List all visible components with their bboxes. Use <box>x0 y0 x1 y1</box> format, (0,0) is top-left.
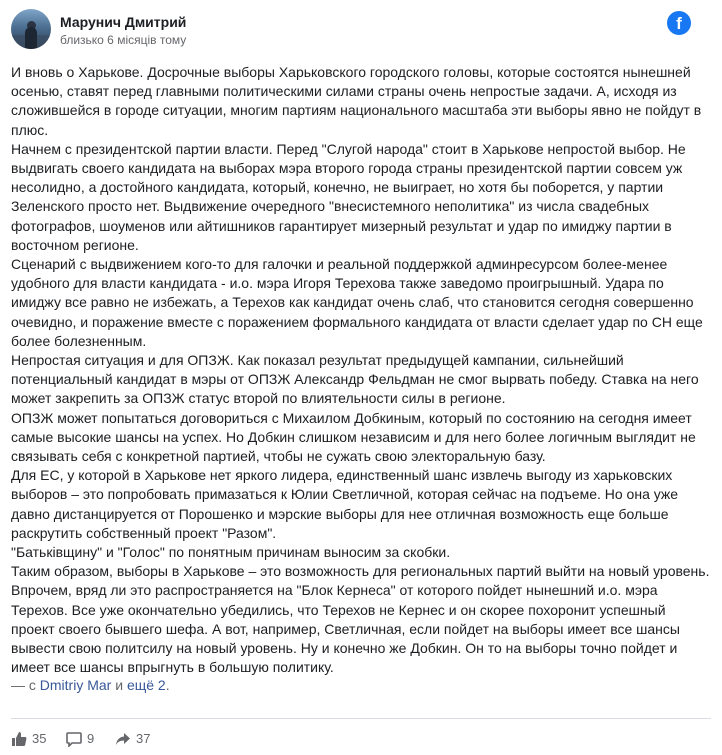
tagged-others-link[interactable]: ещё 2 <box>126 677 166 693</box>
shares-count: 37 <box>136 731 151 746</box>
tagged-suffix: . <box>165 677 170 693</box>
facebook-logo-icon[interactable] <box>667 11 691 35</box>
post-paragraph: И вновь о Харькове. Досрочные выборы Харьковского городского головы, которые состоятся нынешней осенью, ставят перед главными политическими силами страны очень непростые задачи. А, исходя из сложившейся в городе ситуации, многим партиям национального масштаба эти выборы явно не пойдут в плюс. <box>11 64 702 138</box>
share-icon <box>115 731 131 747</box>
post-paragraph: ОПЗЖ может попытаться договориться с Михаилом Добкиным, который по состоянию на сегодня имеет самые высокие шансы на успех. Но Добкин слишком независим и для него более логичным выглядит не связывать себя с конкретной партией, чтобы не сужать свою электоральную базу. <box>11 409 696 465</box>
post-header <box>11 9 711 49</box>
author-name[interactable]: Марунич Дмитрий <box>60 14 187 30</box>
likes-count: 35 <box>32 731 47 746</box>
post-paragraph: Непростая ситуация и для ОПЗЖ. Как показал результат предыдущей кампании, сильнейший потенциальный кандидат в мэры от ОПЗЖ Александр Фельдман не смог вырвать победу. Ставка на него может закрепить за ОПЗЖ статус второй по влиятельности силы в регионе. <box>11 352 699 407</box>
like-icon <box>11 731 27 747</box>
post-paragraph: Для ЕС, у которой в Харькове нет яркого лидера, единственный шанс извлечь выгоду из харьковских выборов – это попробовать примазаться к Юлии Светличной, которая сейчас на подъеме. Но она уже давно дистанцируется от Порошенко и мэрские выборы для нее отличная возможность еще больше раскрутить собственный проект "Разом". <box>11 467 679 541</box>
comment-icon <box>66 731 82 747</box>
post-timestamp[interactable]: близько 6 місяців тому <box>60 33 187 47</box>
tagged-prefix: — с <box>11 677 36 693</box>
post-paragraph: "Батьківщину" и "Голос" по понятным причинам выносим за скобки. <box>11 544 451 561</box>
facebook-logo-letter: f <box>676 14 682 33</box>
post-paragraph: Таким образом, выборы в Харькове – это возможность для региональных партий выйти на новый уровень. Впрочем, вряд ли это распространяется на "Блок Кернеса" от которого пойдет нынешний и.о. мэра Терехов. Все уже окончательно убедились, что Терехов не Кернес и он скорее похоронит успешный проект своего бывшего шефа. А вот, например, Светличная, если пойдет на выборы имеет все шансы вывести свою политсилу на новый уровень. Ну и конечно же Добкин. Он то на выборы точно пойдет и имеет все шансы впрыгнуть в большую политику. <box>11 563 710 676</box>
tagged-conjunction: и <box>115 677 124 693</box>
post-body <box>11 63 711 678</box>
tagged-person-link[interactable]: Dmitriy Mar <box>39 677 112 693</box>
avatar-body <box>25 27 37 49</box>
tagged-people <box>11 677 170 693</box>
divider <box>11 718 711 719</box>
post-paragraph: Сценарий с выдвижением кого-то для галочки и реальной поддержкой админресурсом более-менее удобного для власти кандидата - и.о. мэра Игоря Терехова также заведомо проигрышный. Удара по имиджу все равно не избежать, а Терехов как кандидат очень слаб, что становится сегодня совершенно очевидно, и поражение вместе с поражением формального кандидата от власти сделает удар по СН еще более болезненным. <box>11 256 703 349</box>
post-paragraph: Начнем с президентской партии власти. Перед "Слугой народа" стоит в Харькове непростой выбор. Не выдвигать своего кандидата на выборах мэра второго города страны президентской партии совсем уж несолидно, а достойного кандидата, который, конечно, не выиграет, но хотя бы поборется, у партии Зеленского просто нет. Выдвижение очередного "внесистемного неполитика" из числа свадебных фотографов, шоуменов или айтишников гарантирует мизерный результат и удар по имиджу партии в восточном регионе. <box>11 140 686 253</box>
engagement-stats <box>11 729 311 749</box>
comments-count: 9 <box>87 731 95 746</box>
avatar[interactable] <box>11 9 51 49</box>
